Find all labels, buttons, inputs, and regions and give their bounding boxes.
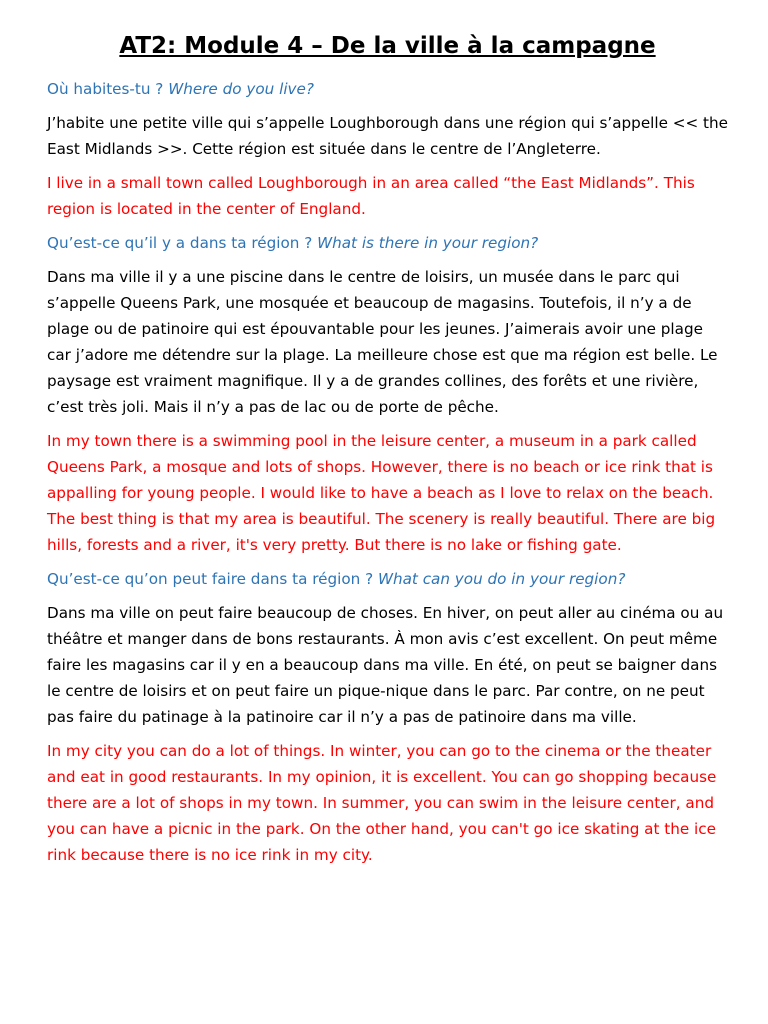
french-paragraph: Dans ma ville on peut faire beaucoup de choses. En hiver, on peut aller au cinéma ou au théâtre et manger dans de bons restaurants. À mon avis c’est excellent. On peut même faire les magasins car il y en a beaucoup dans ma ville. En été, on peut se baigner dans le centre de loisirs et on peut faire un pique-nique dans le parc. Par contre, on ne peut pas faire du patinage à la patinoire car il n’y a pas de patinoire dans ma ville. bbox=[47, 603, 724, 726]
question-french: Où habites-tu ? bbox=[47, 79, 169, 98]
english-translation: In my town there is a swimming pool in the leisure center, a museum in a park called Queens Park, a mosque and lots of shops. However, there is no beach or ice rink that is appalling for young people. I would like to have a beach as I love to relax on the beach. The best thing is that my area is beautiful. The scenery is really beautiful. There are big hills, forests and a river, it's very pretty. But there is no lake or fishing gate. bbox=[47, 431, 716, 554]
question-heading bbox=[47, 76, 728, 102]
question-english: What is there in your region? bbox=[317, 233, 539, 252]
english-translation: I live in a small town called Loughborough in an area called “the East Midlands”. This region is located in the center of England. bbox=[47, 173, 695, 218]
question-heading bbox=[47, 566, 728, 592]
question-heading bbox=[47, 230, 728, 256]
section-what-can-you-do bbox=[47, 566, 728, 868]
english-translation: In my city you can do a lot of things. In winter, you can go to the cinema or the theater and eat in good restaurants. In my opinion, it is excellent. You can go shopping because there are a lot of shops in my town. In summer, you can swim in the leisure center, and you can have a picnic in the park. On the other hand, you can't go ice skating at the ice rink because there is no ice rink in my city. bbox=[47, 741, 717, 864]
section-where-do-you-live bbox=[47, 76, 728, 222]
question-english: Where do you live? bbox=[168, 79, 314, 98]
french-paragraph: Dans ma ville il y a une piscine dans le centre de loisirs, un musée dans le parc qui s’appelle Queens Park, une mosquée et beaucoup de magasins. Toutefois, il n’y a de plage ou de patinoire qui est épouvantable pour les jeunes. J’aimerais avoir une plage car j’adore me détendre sur la plage. La meilleure chose est que ma région est belle. Le paysage est vraiment magnifique. Il y a de grandes collines, des forêts et une rivière, c’est très joli. Mais il n’y a pas de lac ou de porte de pêche. bbox=[47, 267, 718, 416]
french-paragraph: J’habite une petite ville qui s’appelle Loughborough dans une région qui s’appelle << the East Midlands >>. Cette région est située dans le centre de l’Angleterre. bbox=[47, 113, 728, 158]
page-title: AT2: Module 4 – De la ville à la campagne bbox=[119, 33, 656, 59]
question-english: What can you do in your region? bbox=[377, 569, 626, 588]
question-french: Qu’est-ce qu’il y a dans ta région ? bbox=[47, 233, 318, 252]
section-what-is-in-your-region bbox=[47, 230, 728, 558]
question-french: Qu’est-ce qu’on peut faire dans ta région ? bbox=[47, 569, 378, 588]
